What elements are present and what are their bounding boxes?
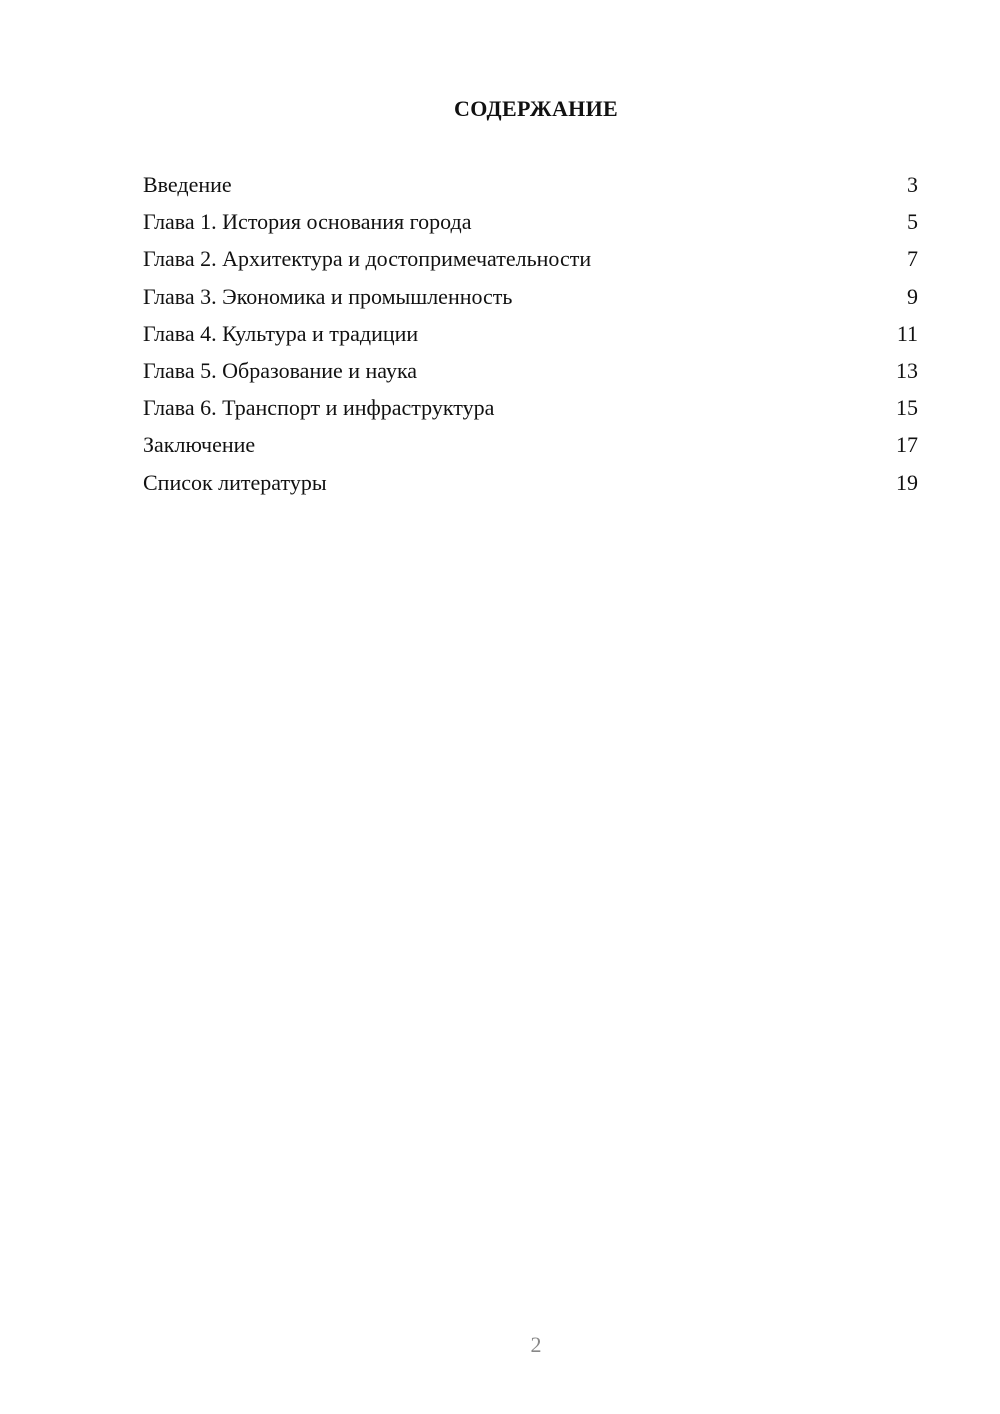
- toc-entry-chapter-4: [143, 317, 918, 354]
- toc-entry-bibliography: [143, 466, 918, 503]
- toc-entry-chapter-1: [143, 205, 918, 242]
- toc-entry-label: Глава 2. Архитектура и достопримечательности: [143, 246, 592, 272]
- toc-title: СОДЕРЖАНИЕ: [454, 96, 618, 121]
- toc-entry-label: Список литературы: [143, 469, 327, 495]
- table-of-contents: [143, 168, 918, 503]
- toc-entry-label: Глава 6. Транспорт и инфраструктура: [143, 395, 495, 421]
- toc-entry-chapter-3: [143, 280, 918, 317]
- toc-entry-introduction: [143, 168, 918, 205]
- toc-entry-page: 7: [907, 246, 918, 272]
- page-number: 2: [530, 1332, 542, 1357]
- toc-entry-chapter-5: [143, 354, 918, 391]
- toc-entry-conclusion: [143, 428, 918, 465]
- toc-entry-label: Заключение: [143, 432, 256, 458]
- toc-entry-chapter-6: [143, 391, 918, 428]
- toc-entry-label: Введение: [143, 172, 232, 197]
- toc-entry-label: Глава 1. История основания города: [143, 209, 472, 235]
- toc-entry-label: Глава 3. Экономика и промышленность: [143, 283, 513, 309]
- toc-entry-page: 5: [907, 209, 918, 235]
- toc-entry-page: 19: [896, 469, 918, 495]
- toc-entry-page: 9: [907, 283, 918, 309]
- toc-entry-page: 13: [896, 357, 918, 383]
- toc-entry-page: 3: [907, 172, 918, 197]
- toc-entry-page: 17: [896, 432, 918, 458]
- toc-entry-label: Глава 4. Культура и традиции: [143, 320, 419, 346]
- toc-entry-label: Глава 5. Образование и наука: [143, 357, 418, 383]
- toc-entry-page: 11: [896, 320, 918, 346]
- toc-entry-chapter-2: [143, 242, 918, 279]
- toc-entry-page: 15: [896, 395, 918, 421]
